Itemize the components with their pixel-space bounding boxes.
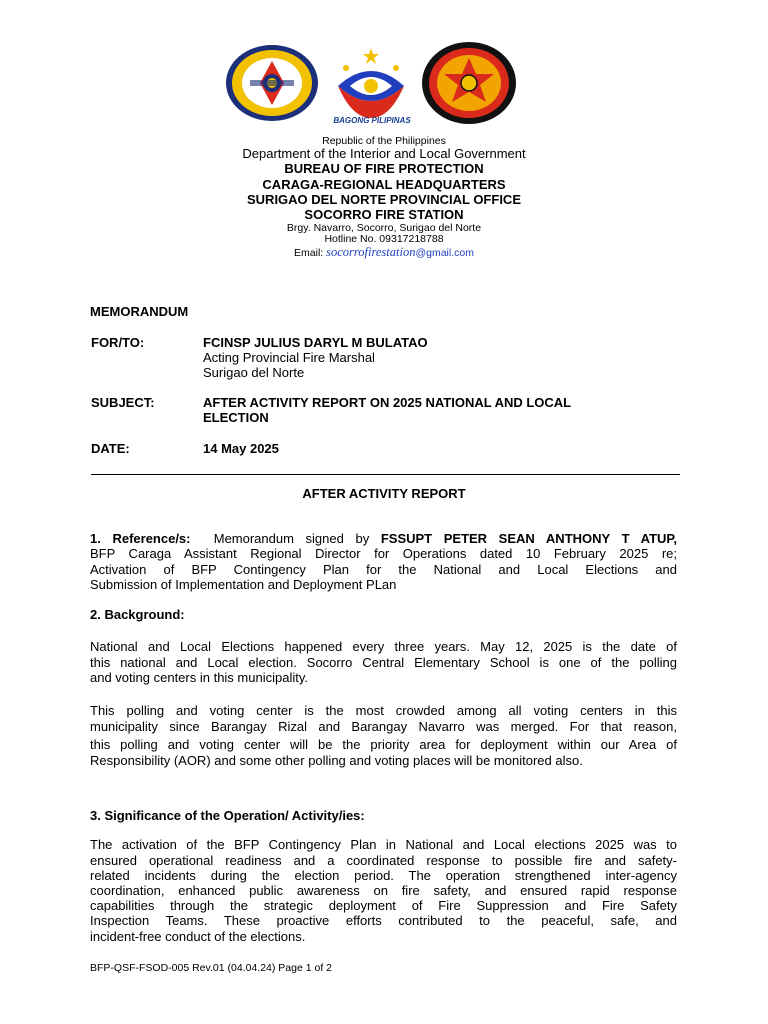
region-line: CARAGA-REGIONAL HEADQUARTERS: [262, 177, 506, 192]
address-line: Brgy. Navarro, Socorro, Surigao del Norte: [286, 222, 482, 234]
significance-line-5: capabilities through the strategic deployment of Fire Suppression and Fire Safety: [90, 898, 677, 913]
reference-line-2: BFP Caraga Assistant Regional Director for Operations dated 10 February 2025 re;: [90, 546, 677, 561]
reference-label: 1. Reference/s:: [90, 531, 191, 546]
date-value: 14 May 2025: [203, 441, 279, 456]
hotline-line: Hotline No. 09317218788: [324, 233, 444, 245]
department-line: Department of the Interior and Local Government: [242, 146, 526, 161]
for-position: Acting Provincial Fire Marshal: [203, 350, 375, 365]
date-label: DATE:: [91, 441, 130, 456]
email-domain: @gmail.com: [415, 247, 474, 259]
background-p1-line-2: this national and Local election. Socorro Central Elementary School is one of the polling: [90, 655, 677, 670]
for-label: FOR/TO:: [91, 335, 145, 350]
for-place: Surigao del Norte: [203, 365, 305, 380]
email-label: Email:: [294, 247, 327, 259]
background-p1-line-1: National and Local Elections happened every three years. May 12, 2025 is the date of: [90, 639, 677, 654]
subject-label: SUBJECT:: [91, 395, 155, 410]
header-logos: [224, 40, 520, 130]
significance-line-1: The activation of the BFP Contingency Plan in National and Local elections 2025 was to: [90, 837, 677, 852]
subject-line-2: ELECTION: [203, 410, 269, 425]
reference-signatory: FSSUPT PETER SEAN ANTHONY T ATUP,: [380, 531, 677, 546]
background-p2-line-2: municipality since Barangay Rizal and Barangay Navarro was merged. For that reason,: [90, 719, 677, 734]
significance-line-2: ensured operational readiness and a coordinated response to possible fire and safety-: [90, 853, 677, 868]
republic-line: Republic of the Philippines: [322, 135, 446, 147]
email-link[interactable]: [326, 247, 474, 259]
subject-line-1: AFTER ACTIVITY REPORT ON 2025 NATIONAL AND LOCAL: [203, 395, 572, 410]
reference-line-3: Activation of BFP Contingency Plan for the National and Local Elections and: [90, 562, 677, 577]
station-line: SOCORRO FIRE STATION: [304, 207, 464, 222]
reference-line-4: Submission of Implementation and Deployment PLan: [90, 577, 397, 592]
reference-line-1: [90, 531, 677, 547]
memo-title: MEMORANDUM: [90, 304, 189, 319]
email-user: socorrofirestation: [326, 245, 416, 259]
socorro-fire-station-logo: [420, 40, 518, 126]
bureau-line: BUREAU OF FIRE PROTECTION: [284, 161, 484, 176]
email-line: [0, 245, 768, 260]
bagong-pilipinas-text: BAGONG PILIPINAS: [333, 116, 411, 125]
report-heading: AFTER ACTIVITY REPORT: [302, 486, 466, 501]
background-heading: 2. Background:: [90, 607, 185, 622]
for-name: FCINSP JULIUS DARYL M BULATAO: [203, 335, 428, 350]
document-footer: BFP-QSF-FSOD-005 Rev.01 (04.04.24) Page 1 of 2: [90, 962, 332, 974]
background-p2-line-4: Responsibility (AOR) and some other polling and voting places will be monitored also.: [90, 753, 583, 768]
province-line: SURIGAO DEL NORTE PROVINCIAL OFFICE: [247, 192, 521, 207]
bfp-seal-logo: [224, 43, 320, 123]
significance-line-6: Inspection Teams. These proactive efforts contributed to the peaceful, safe, and: [90, 913, 677, 928]
significance-line-4: coordination, enhanced public awareness on fire safety, and ensured rapid response: [90, 883, 677, 898]
background-p2-line-1: This polling and voting center is the most crowded among all voting centers in this: [90, 703, 677, 718]
significance-line-3: related incidents during the election period. The operation strengthened inter-agency: [90, 868, 677, 883]
background-p1-line-3: and voting centers in this municipality.: [90, 670, 308, 685]
background-p2-line-3: this polling and voting center will be the priority area for deployment within our Area of: [90, 737, 677, 752]
significance-heading: 3. Significance of the Operation/ Activity/ies:: [90, 808, 365, 823]
horizontal-divider: [91, 474, 680, 475]
significance-line-7: incident-free conduct of the elections.: [90, 929, 306, 944]
reference-intro: Memorandum signed by: [213, 531, 370, 546]
